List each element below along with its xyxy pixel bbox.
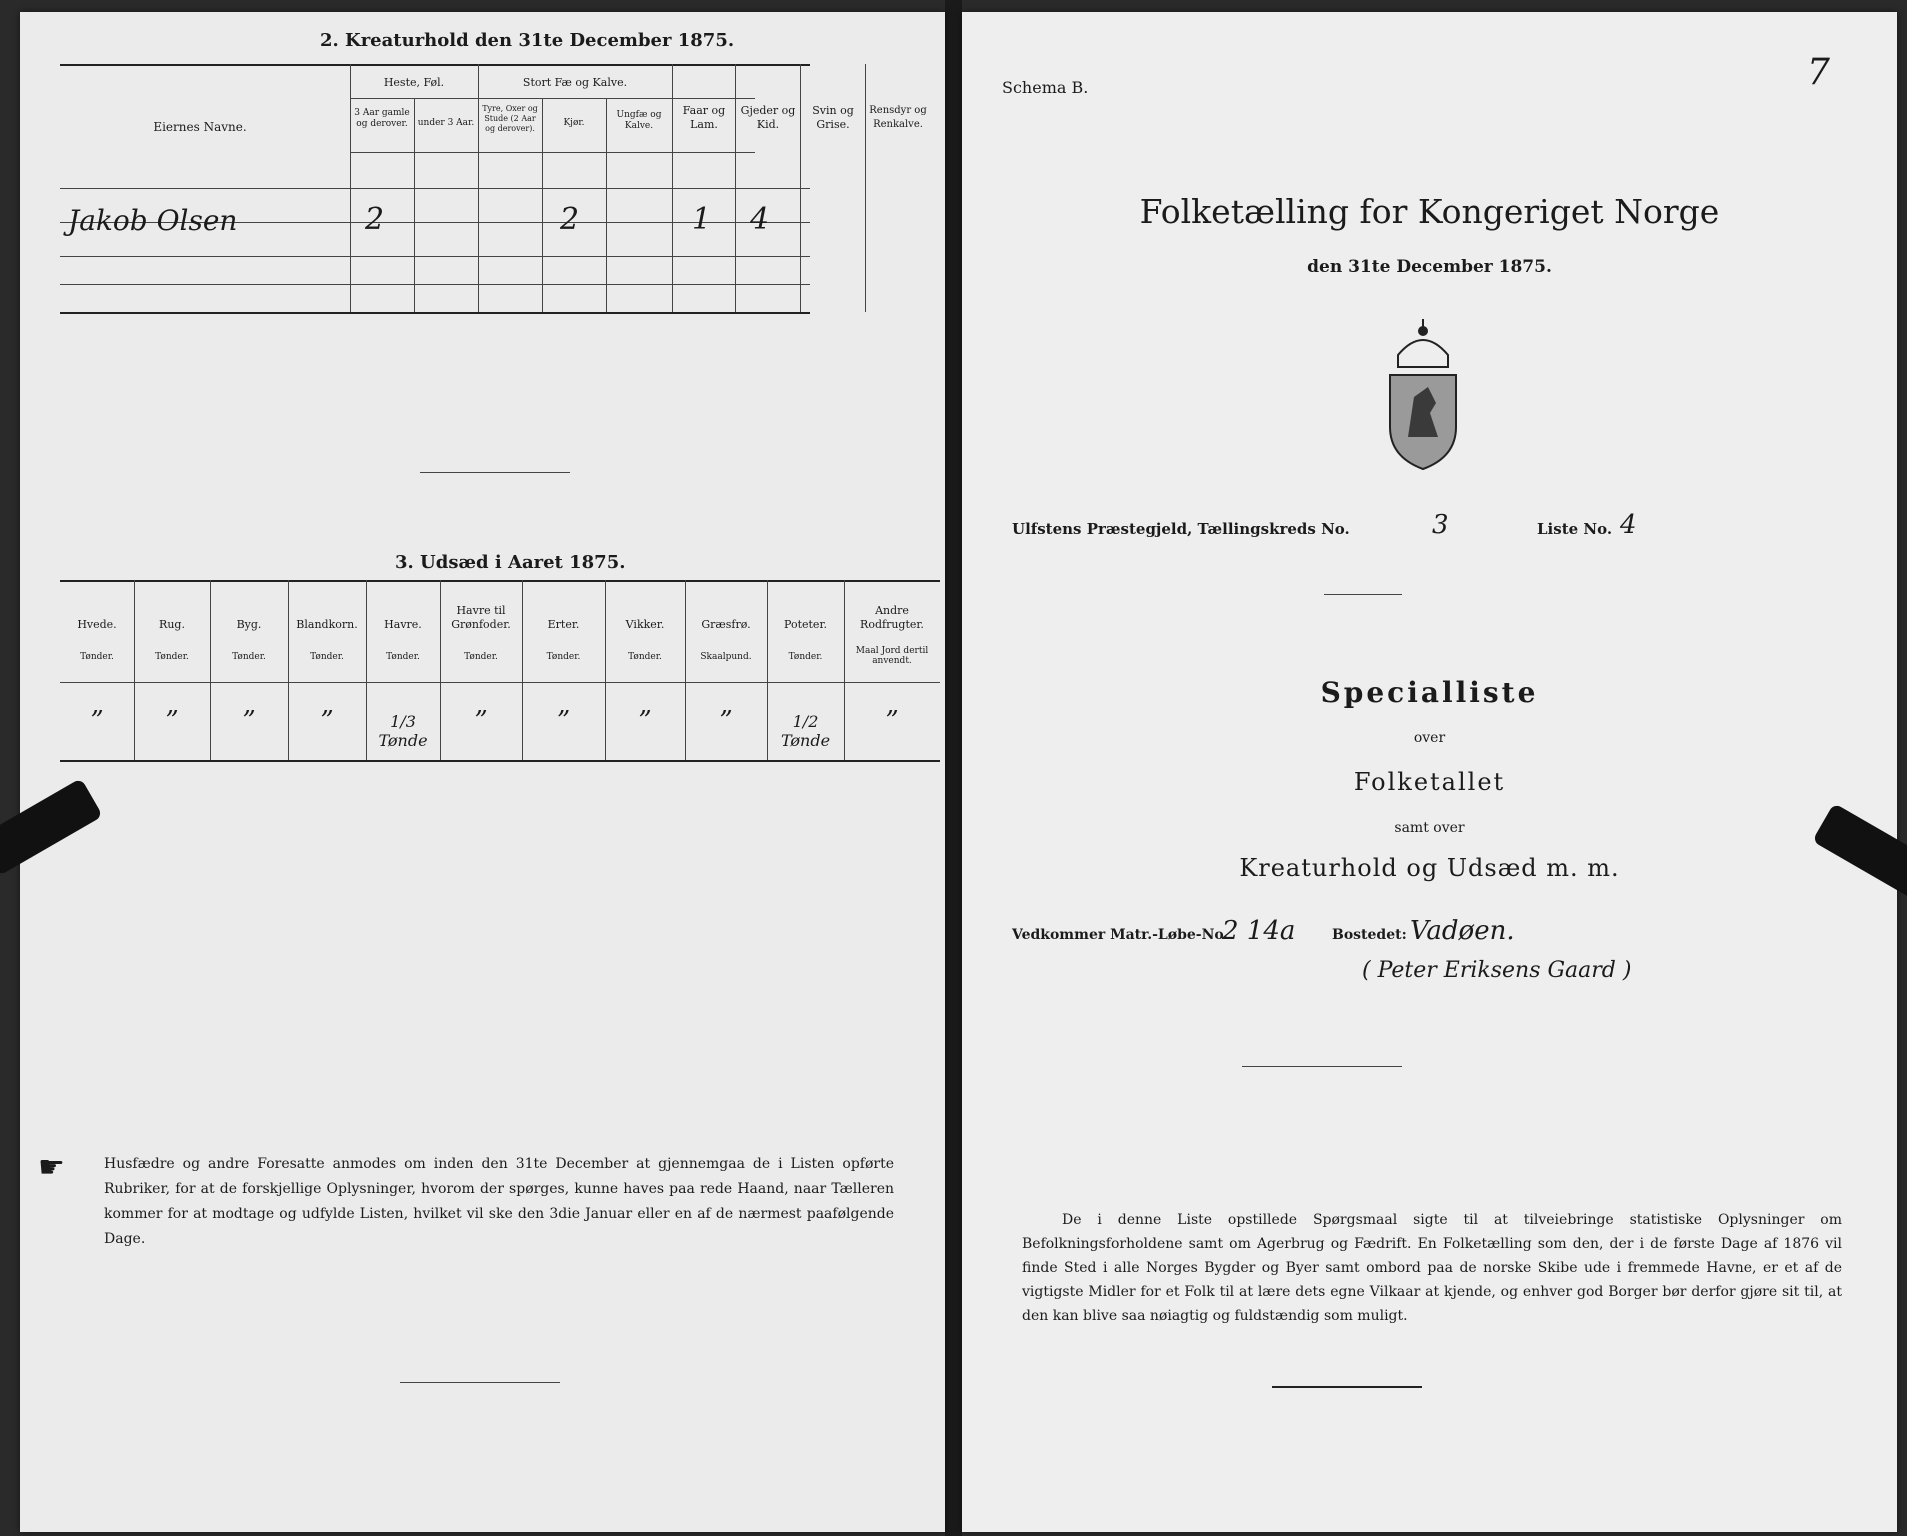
header-tyre: Tyre, Oxer og Stude (2 Aar og derover). — [482, 104, 538, 133]
header-svin: Svin og Grise. — [812, 104, 854, 131]
seed-header-0: Hvede. — [77, 618, 117, 631]
header-rensdyr: Rensdyr og Renkalve. — [869, 105, 927, 130]
seed-header-5: Havre til Grønfoder. — [451, 604, 511, 631]
table2-top-rule — [60, 64, 810, 66]
seed-header-2: Byg. — [236, 618, 262, 631]
faar-value: 1 — [692, 202, 712, 237]
header-stort-fae: Stort Fæ og Kalve. — [522, 76, 628, 89]
seed-unit-3: Tønder. — [310, 652, 344, 662]
pointing-hand-icon: ☛ — [38, 1150, 65, 1185]
seed-header-4: Havre. — [384, 618, 422, 631]
seed-unit-1: Tønder. — [155, 652, 189, 662]
seed-header-10: Andre Rodfrugter. — [860, 604, 924, 631]
section2-title: 2. Kreaturhold den 31te December 1875. — [320, 30, 735, 51]
header-heste: Heste, Føl. — [383, 76, 445, 89]
kreds-number: 3 — [1432, 510, 1449, 540]
seed-header-1: Rug. — [159, 618, 185, 631]
owner-name: Jakob Olsen — [68, 204, 238, 237]
heste-3aar-value: 2 — [365, 202, 385, 237]
seed-unit-5: Tønder. — [464, 652, 498, 662]
matr-label: Vedkommer Matr.-Løbe-No. — [1012, 927, 1229, 943]
seed-unit-8: Skaalpund. — [700, 652, 752, 662]
seed-header-6: Erter. — [547, 618, 580, 631]
seed-unit-9: Tønder. — [788, 652, 823, 662]
seed-unit-4: Tønder. — [386, 652, 420, 662]
bostedet-value: Vadøen. — [1410, 916, 1515, 946]
notice-text: Husfædre og andre Foresatte anmodes om inden den 31te December at gjennemgaa de i Listen opførte Rubriker, for at de forskjellige Oplysninger, hvorom der spørges, kunne haves paa rede Haand, naar Tælleren kommer for at modtage og udfylde Listen, hvilket vil ske den 3die Januar eller en af de nærmest paafølgende Dage. — [104, 1156, 894, 1247]
bostedet-label: Bostedet: — [1332, 927, 1407, 943]
kjor-value: 2 — [560, 202, 580, 237]
seed-value-10: ” — [885, 706, 899, 736]
seed-unit-10: Maal Jord dertil anvendt. — [855, 646, 929, 666]
header-faar: Faar og Lam. — [682, 104, 726, 131]
seed-value-2: ” — [242, 706, 256, 736]
seed-value-1: ” — [165, 706, 179, 736]
bostedet-note: ( Peter Eriksens Gaard ) — [1362, 958, 1632, 983]
header-eiernes-navne: Eiernes Navne. — [153, 120, 247, 134]
section3-title: 3. Udsæd i Aaret 1875. — [395, 552, 626, 573]
seed-unit-0: Tønder. — [80, 652, 114, 662]
seed-value-7: ” — [638, 706, 652, 736]
schema-label: Schema B. — [1002, 78, 1089, 97]
coat-of-arms-icon — [1380, 317, 1466, 475]
seed-unit-7: Tønder. — [628, 652, 662, 662]
seed-value-6: ” — [556, 706, 571, 736]
table2-bottom-rule — [60, 312, 810, 314]
seed-value-3: ” — [320, 706, 334, 736]
seed-header-3: Blandkorn. — [296, 618, 358, 631]
samt-over-text: samt over — [1394, 820, 1465, 836]
liste-number: 4 — [1620, 510, 1637, 540]
left-page — [20, 12, 945, 1532]
seed-value-5: ” — [474, 706, 488, 736]
parish-label: Ulfstens Præstegjeld, Tællingskreds No. — [1012, 520, 1350, 538]
gjeder-value: 4 — [750, 202, 770, 237]
main-title: Folketælling for Kongeriget Norge — [1139, 192, 1720, 231]
over-text: over — [1413, 730, 1446, 746]
right-page — [962, 12, 1897, 1532]
liste-label: Liste No. — [1537, 520, 1613, 538]
matr-number: 2 14a — [1222, 916, 1296, 946]
specialliste-title: Specialliste — [1320, 676, 1539, 709]
seed-unit-6: Tønder. — [546, 652, 581, 662]
book-gutter — [945, 0, 962, 1536]
kreaturhold-text: Kreaturhold og Udsæd m. m. — [1239, 854, 1620, 882]
seed-value-0: ” — [90, 706, 104, 736]
header-ungfae: Ungfæ og Kalve. — [616, 110, 662, 131]
header-heste-under3: under 3 Aar. — [417, 118, 475, 128]
seed-header-7: Vikker. — [625, 618, 665, 631]
seed-header-8: Græsfrø. — [701, 618, 751, 631]
title-date: den 31te December 1875. — [1307, 257, 1552, 277]
seed-unit-2: Tønder. — [232, 652, 266, 662]
page-number: 7 — [1807, 52, 1830, 93]
seed-header-9: Poteter. — [784, 618, 827, 631]
seed-value-9: 1/2 Tønde — [780, 712, 831, 750]
footer-text: De i denne Liste opstillede Spørgsmaal sigte til at tilveiebringe statistiske Oplysninger om Befolkningsforholdene samt om Agerbrug og Fædrift. En Folketælling som den, der i de første Dage af 1876 vil finde Sted i alle Norges Bygder og Byer samt ombord paa de norske Skibe ude i fremmede Havne, er et af de vigtigste Midler for et Folk til at lære dets egne Vilkaar at kjende, og enhver god Borger bør derfor gjøre sit til, at den kan blive saa nøiagtig og fuldstændig som muligt. — [1022, 1212, 1842, 1324]
seed-value-8: ” — [719, 706, 733, 736]
header-gjeder: Gjeder og Kid. — [740, 104, 796, 131]
header-kjor: Kjør. — [563, 118, 585, 128]
seed-value-4: 1/3 Tønde — [378, 712, 428, 750]
folketallet-text: Folketallet — [1353, 768, 1506, 796]
header-heste-3aar: 3 Aar gamle og derover. — [354, 108, 410, 129]
